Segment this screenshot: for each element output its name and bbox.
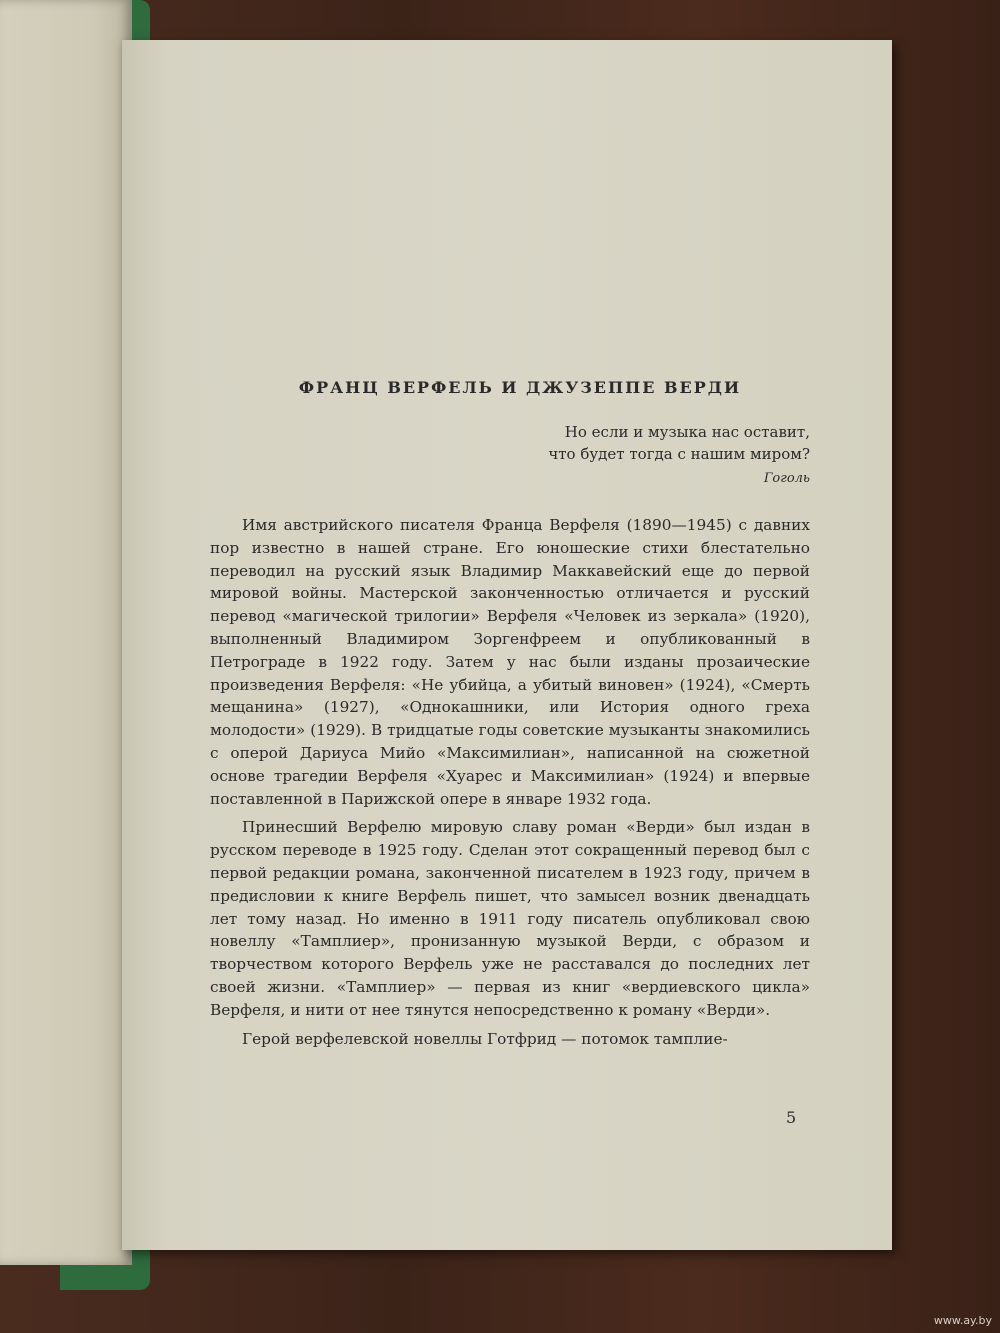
- watermark: www.ay.by: [933, 1314, 992, 1327]
- page-number: 5: [786, 1108, 797, 1127]
- epigraph-line: Но если и музыка нас оставит,: [564, 423, 810, 441]
- epigraph-author: Гоголь: [763, 471, 810, 486]
- page-text-block: [210, 378, 810, 1056]
- book-page: [122, 40, 892, 1250]
- epigraph-line: что будет тогда с нашим миром?: [548, 445, 810, 463]
- chapter-title: ФРАНЦ ВЕРФЕЛЬ И ДЖУЗЕППЕ ВЕРДИ: [298, 378, 742, 397]
- paragraph: Имя австрийского писателя Франца Верфеля (1890—1945) с давних пор известно в нашей стране. Его юношеские стихи блестательно переводил на русский язык Владимир Маккавейский еще до первой мировой войны. Мастерской законченностью отличается и русский перевод «магической трилогии» Верфеля «Человек из зеркала» (1920), выполненный Владимиром Зоргенфреем и опубликованный в Петрограде в 1922 году. Затем у нас были изданы прозаические произведения Верфеля: «Не убийца, а убитый виновен» (1924), «Смерть мещанина» (1927), «Однокашники, или История одного греха молодости» (1929). В тридцатые годы советские музыканты знакомились с оперой Дариуса Мийо «Максимилиан», написанной на сюжетной основе трагедии Верфеля «Хуарес и Максимилиан» (1924) и впервые поставленной в Парижской опере в январе 1932 года.: [210, 516, 810, 808]
- left-page-edge: [0, 0, 132, 1265]
- epigraph: [210, 421, 810, 465]
- paragraph: Герой верфелевской новеллы Готфрид — потомок тамплие-: [242, 1029, 728, 1048]
- paragraph: Принесший Верфелю мировую славу роман «Верди» был издан в русском переводе в 1925 году. Сделан этот сокращенный перевод был с первой редакции романа, законченной писателем в 1923 году, причем в предисловии к книге Верфель пишет, что замысел возник двенадцать лет тому назад. Но именно в 1911 году писатель опубликовал свою новеллу «Тамплиер», пронизанную музыкой Верди, с образом и творчеством которого Верфель уже не расставался до последних лет своей жизни. «Тамплиер» — первая из книг «вердиевского цикла» Верфеля, и нити от нее тянутся непосредственно к роману «Верди».: [210, 818, 810, 1019]
